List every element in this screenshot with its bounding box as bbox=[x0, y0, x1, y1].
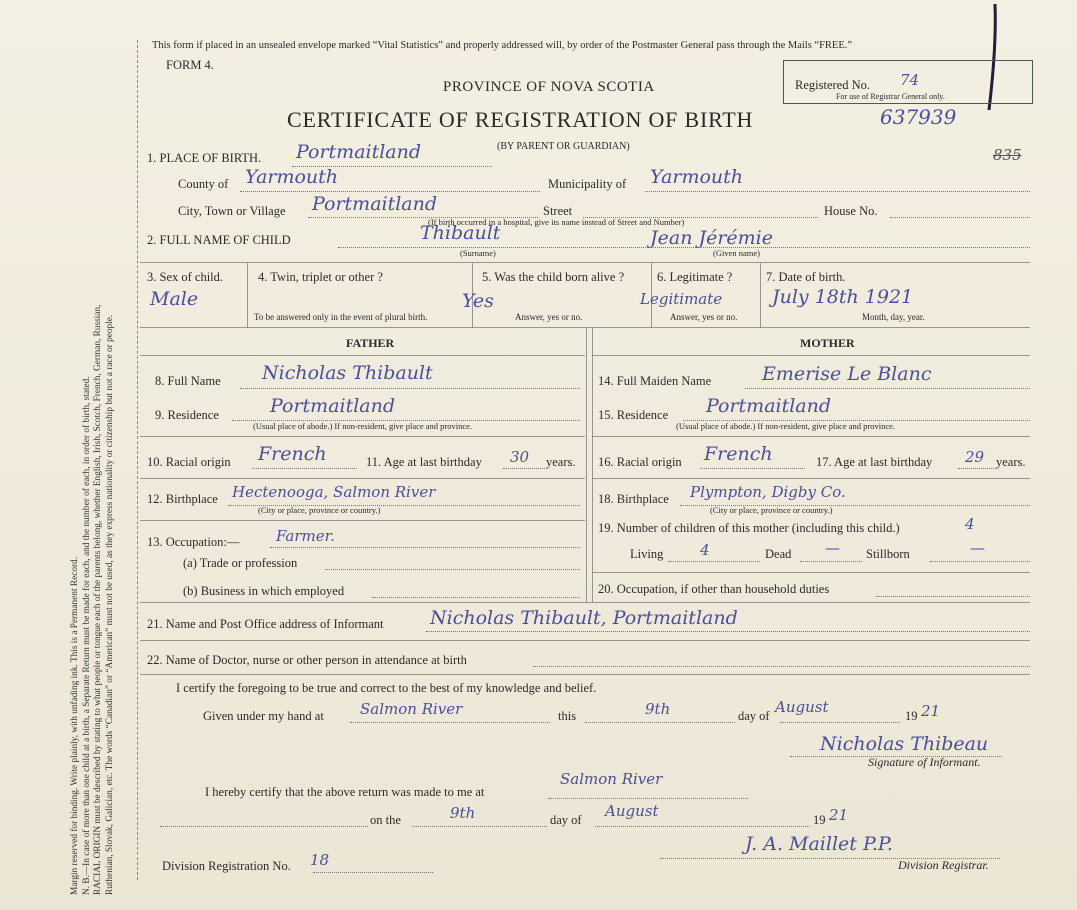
father-business-label: (b) Business in which employed bbox=[183, 584, 345, 598]
dead-label: Dead bbox=[765, 547, 792, 561]
sex-label: 3. Sex of child. bbox=[147, 270, 224, 284]
given-year-prefix: 19 bbox=[905, 709, 918, 723]
corner-number: 835 bbox=[993, 146, 1022, 164]
father-birthplace-label: 12. Birthplace bbox=[147, 492, 218, 506]
mother-birthplace-value: Plympton, Digby Co. bbox=[690, 483, 846, 501]
legitimate-label: 6. Legitimate ? bbox=[657, 270, 733, 284]
margin-line: RACIAL ORIGIN must be described by stating to what people or tongue each of the parents belong, whether English, Irish, Scotch, French, German, Russian, bbox=[93, 304, 104, 895]
mother-racial-value: French bbox=[704, 443, 773, 465]
mother-birthplace-label: 18. Birthplace bbox=[598, 492, 669, 506]
father-age-label: 11. Age at last birthday bbox=[366, 455, 482, 469]
legitimate-note: Answer, yes or no. bbox=[670, 312, 738, 322]
mail-notice: This form if placed in an unsealed envelope marked “Vital Statistics” and properly addressed will, by order of the Postmaster General pass through the Mails “FREE.” bbox=[152, 40, 853, 51]
children-count-value: 4 bbox=[965, 515, 975, 533]
mother-residence-label: 15. Residence bbox=[598, 408, 669, 422]
margin-line: Ruthenian, Slovak, Galician, etc. The words “Canadian” or “American” must not be used, as they express nationality or citizenship but not a race or people. bbox=[104, 314, 115, 895]
father-residence-note: (Usual place of abode.) If non-resident, give place and province. bbox=[253, 421, 473, 431]
mother-age-label: 17. Age at last birthday bbox=[816, 455, 933, 469]
county-value: Yarmouth bbox=[245, 166, 339, 188]
place-of-birth-label: 1. PLACE OF BIRTH. bbox=[147, 151, 262, 165]
hereby-place: Salmon River bbox=[560, 770, 663, 788]
alive-note: Answer, yes or no. bbox=[515, 312, 583, 322]
division-registration-label: Division Registration No. bbox=[162, 859, 291, 873]
page-title: CERTIFICATE OF REGISTRATION OF BIRTH bbox=[287, 107, 754, 132]
given-place: Salmon River bbox=[360, 700, 463, 718]
mother-name-value: Emerise Le Blanc bbox=[762, 363, 932, 385]
doctor-label: 22. Name of Doctor, nurse or other person in attendance at birth bbox=[147, 653, 467, 667]
child-surname: Thibault bbox=[420, 222, 501, 244]
county-label: County of bbox=[178, 177, 229, 191]
surname-note: (Surname) bbox=[460, 248, 496, 258]
street-label: Street bbox=[543, 204, 573, 218]
father-age-value: 30 bbox=[510, 448, 530, 466]
mother-birthplace-note: (City or place, province or country.) bbox=[710, 505, 833, 515]
living-label: Living bbox=[630, 547, 664, 561]
registrar-signature: J. A. Maillet P.P. bbox=[745, 833, 893, 855]
informant-signature: Nicholas Thibeau bbox=[820, 733, 989, 755]
registered-label: Registered No. bbox=[795, 78, 870, 92]
given-month: August bbox=[775, 698, 829, 716]
mother-age-years: years. bbox=[996, 455, 1026, 469]
binding-margin-line bbox=[137, 40, 138, 880]
children-count-label: 19. Number of children of this mother (including this child.) bbox=[598, 521, 900, 535]
margin-instructions bbox=[70, 45, 116, 895]
mother-name-label: 14. Full Maiden Name bbox=[598, 374, 712, 388]
given-day: 9th bbox=[645, 700, 671, 718]
mother-racial-label: 16. Racial origin bbox=[598, 455, 682, 469]
registration-month: August bbox=[605, 802, 659, 820]
stillborn-label: Stillborn bbox=[866, 547, 910, 561]
city-label: City, Town or Village bbox=[178, 204, 286, 218]
alive-value: Yes bbox=[462, 290, 494, 312]
father-racial-label: 10. Racial origin bbox=[147, 455, 231, 469]
twin-note: To be answered only in the event of plural birth. bbox=[254, 312, 428, 322]
city-value: Portmaitland bbox=[312, 193, 438, 215]
father-age-years: years. bbox=[546, 455, 576, 469]
father-trade-label: (a) Trade or profession bbox=[183, 556, 298, 570]
father-birthplace-value: Hectenooga, Salmon River bbox=[232, 483, 436, 501]
registered-note: For use of Registrar General only. bbox=[836, 92, 945, 101]
registered-value: 74 bbox=[900, 71, 920, 89]
mother-occupation-label: 20. Occupation, if other than household duties bbox=[598, 582, 830, 596]
registration-dayof-label: day of bbox=[550, 813, 582, 827]
father-racial-value: French bbox=[258, 443, 327, 465]
municipality-label: Municipality of bbox=[548, 177, 627, 191]
father-birthplace-note: (City or place, province or country.) bbox=[258, 505, 381, 515]
given-name-note: (Given name) bbox=[713, 248, 760, 258]
father-name-label: 8. Full Name bbox=[155, 374, 221, 388]
informant-label: 21. Name and Post Office address of Informant bbox=[147, 617, 384, 631]
dob-value: July 18th 1921 bbox=[772, 286, 914, 308]
place-of-birth-value: Portmaitland bbox=[296, 141, 422, 163]
certificate-number: 637939 bbox=[880, 105, 957, 129]
title-subtitle: (BY PARENT OR GUARDIAN) bbox=[497, 141, 630, 152]
sex-value: Male bbox=[150, 288, 199, 310]
father-occupation-label: 13. Occupation:— bbox=[147, 535, 240, 549]
given-year: 21 bbox=[921, 702, 941, 720]
father-residence-label: 9. Residence bbox=[155, 408, 219, 422]
registrar-label: Division Registrar. bbox=[898, 858, 989, 872]
informant-value: Nicholas Thibault, Portmaitland bbox=[430, 607, 738, 629]
on-the-label: on the bbox=[370, 813, 401, 827]
father-residence-value: Portmaitland bbox=[270, 395, 396, 417]
dob-label: 7. Date of birth. bbox=[766, 270, 846, 284]
province-heading: PROVINCE OF NOVA SCOTIA bbox=[443, 79, 655, 95]
registration-year: 21 bbox=[829, 806, 849, 824]
margin-line: Margin reserved for binding. Write plainly, with unfading ink. This is a Permanent Record. bbox=[70, 556, 80, 895]
house-label: House No. bbox=[824, 204, 878, 218]
father-heading: FATHER bbox=[346, 336, 395, 350]
legitimate-value: Legitimate bbox=[640, 290, 723, 308]
mother-residence-value: Portmaitland bbox=[706, 395, 832, 417]
alive-label: 5. Was the child born alive ? bbox=[482, 270, 625, 284]
margin-line: N. B.—In case of more than one child at a birth, a Separate Return must be made for each, and the number of each, in order of birth, stated. bbox=[81, 376, 92, 895]
mother-age-value: 29 bbox=[965, 448, 985, 466]
given-dayof-label: day of bbox=[738, 709, 770, 723]
father-name-value: Nicholas Thibault bbox=[262, 362, 433, 384]
registration-year-prefix: 19 bbox=[813, 813, 826, 827]
living-value: 4 bbox=[700, 541, 710, 559]
hereby-certify-label: I hereby certify that the above return was made to me at bbox=[205, 785, 485, 799]
child-given-name: Jean Jérémie bbox=[650, 227, 773, 249]
dob-note: Month, day, year. bbox=[862, 312, 925, 322]
form-number: FORM 4. bbox=[166, 58, 214, 72]
signature-label: Signature of Informant. bbox=[868, 755, 981, 769]
hospital-note: (If birth occurred in a hospital, give its name instead of Street and Number) bbox=[428, 217, 685, 227]
registration-day: 9th bbox=[450, 804, 476, 822]
registered-box bbox=[783, 60, 1033, 104]
twin-label: 4. Twin, triplet or other ? bbox=[258, 270, 383, 284]
dead-value: — bbox=[825, 539, 840, 557]
mother-residence-note: (Usual place of abode.) If non-resident, give place and province. bbox=[676, 421, 896, 431]
mother-heading: MOTHER bbox=[800, 336, 855, 350]
given-under-label: Given under my hand at bbox=[203, 709, 324, 723]
father-occupation-value: Farmer. bbox=[276, 527, 335, 545]
municipality-value: Yarmouth bbox=[650, 166, 744, 188]
division-registration-value: 18 bbox=[310, 851, 330, 869]
child-name-label: 2. FULL NAME OF CHILD bbox=[147, 233, 291, 247]
stillborn-value: — bbox=[970, 539, 985, 557]
given-this-label: this bbox=[558, 709, 577, 723]
certify-statement: I certify the foregoing to be true and correct to the best of my knowledge and belief. bbox=[176, 681, 597, 695]
